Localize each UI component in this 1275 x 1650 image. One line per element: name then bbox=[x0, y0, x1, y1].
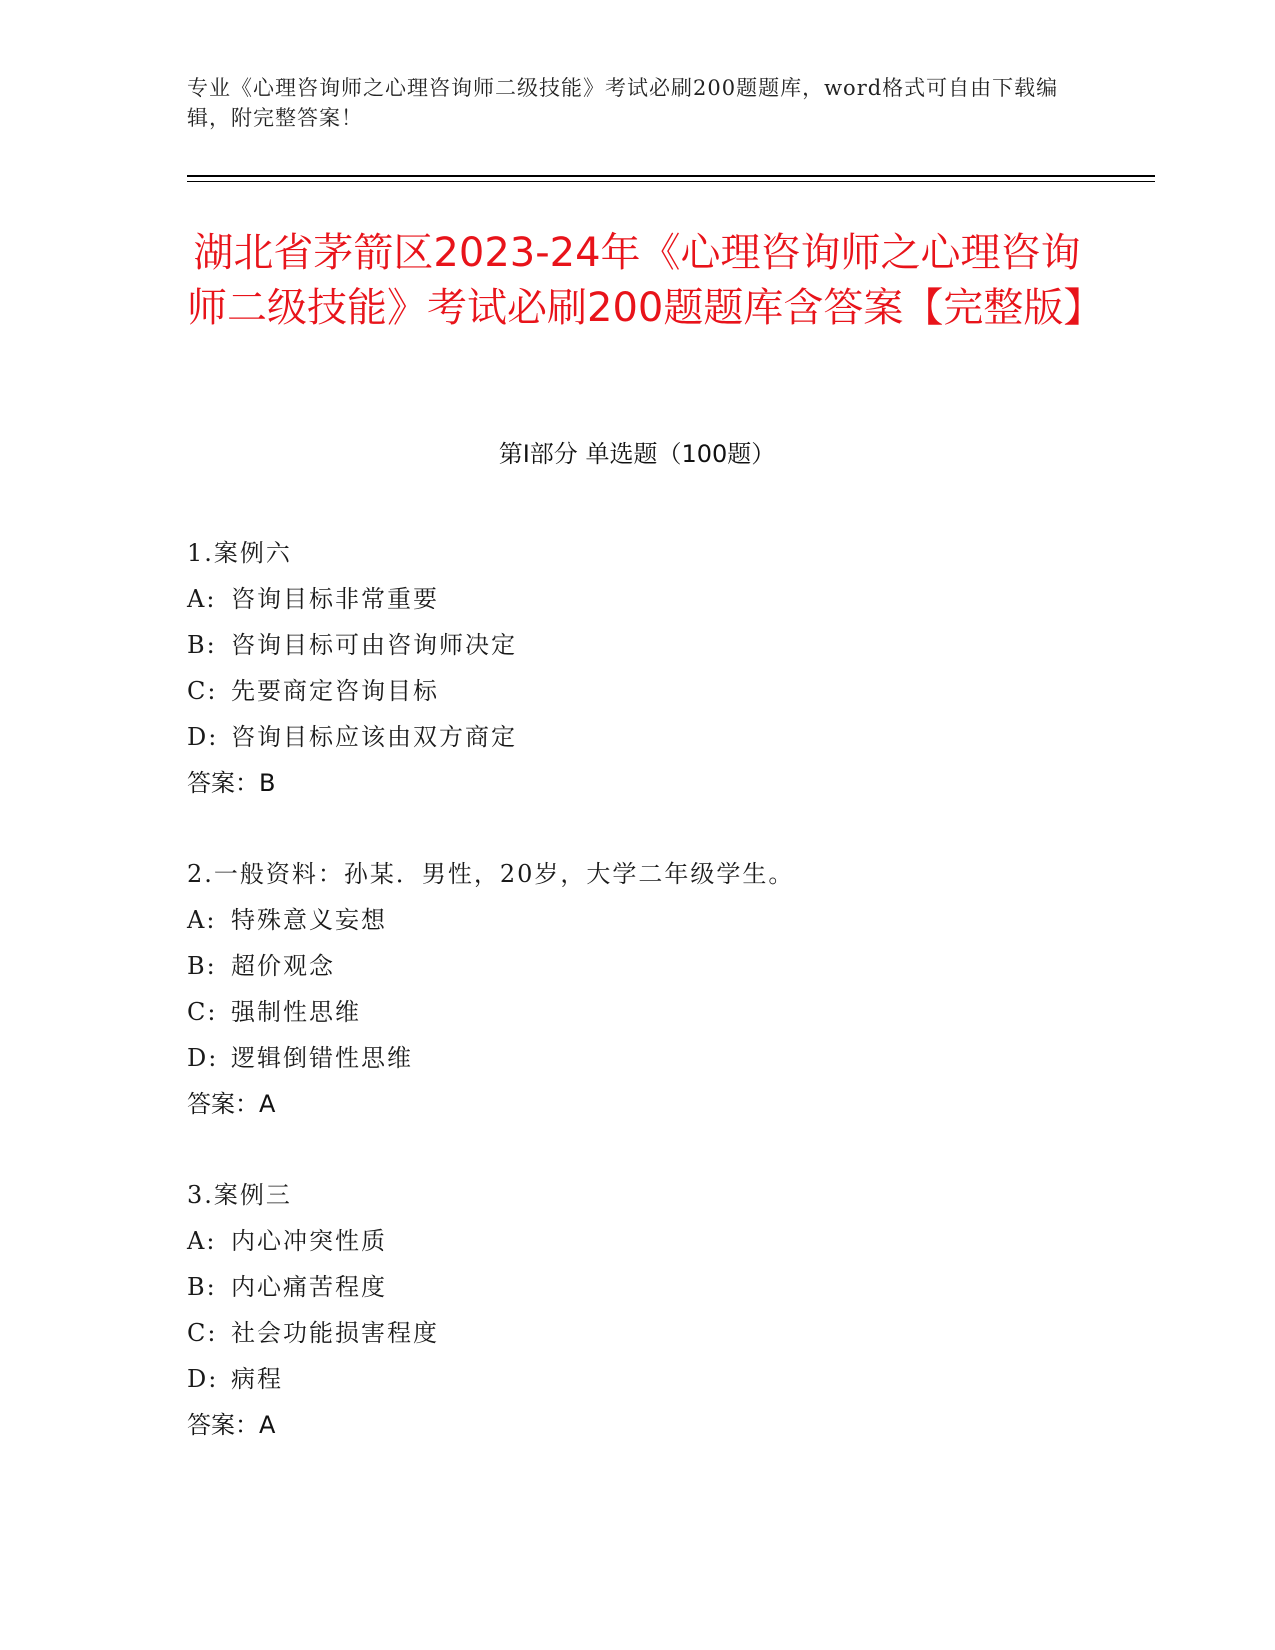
answer-line: 答案：A bbox=[187, 1090, 276, 1118]
option-d bbox=[187, 714, 1087, 760]
option-b bbox=[187, 1264, 1087, 1310]
option-key: D: bbox=[187, 1365, 219, 1393]
option-b bbox=[187, 943, 1087, 989]
option-key: C: bbox=[187, 998, 218, 1026]
option-text: 超价观念 bbox=[231, 952, 335, 980]
answer-line: 答案：B bbox=[187, 769, 276, 797]
option-key: B: bbox=[187, 952, 217, 980]
option-a bbox=[187, 576, 1087, 622]
option-text: 特殊意义妄想 bbox=[231, 906, 387, 934]
option-a bbox=[187, 897, 1087, 943]
header-rule-thin bbox=[187, 181, 1155, 182]
header-note: 专业《心理咨询师之心理咨询师二级技能》考试必刷200题题库，word格式可自由下载编辑，附完整答案！ bbox=[187, 76, 1059, 130]
option-key: D: bbox=[187, 723, 219, 751]
question-stem: 3.案例三 bbox=[187, 1181, 292, 1209]
option-a bbox=[187, 1218, 1087, 1264]
option-b bbox=[187, 622, 1087, 668]
question-1 bbox=[187, 530, 1087, 806]
answer-line: 答案：A bbox=[187, 1411, 276, 1439]
option-key: C: bbox=[187, 1319, 218, 1347]
option-key: B: bbox=[187, 1273, 217, 1301]
option-key: B: bbox=[187, 631, 217, 659]
document-title: 湖北省茅箭区2023-24年《心理咨询师之心理咨询师二级技能》考试必刷200题题库含答案【完整版】 bbox=[187, 230, 1104, 331]
question-2 bbox=[187, 851, 1087, 1127]
option-c bbox=[187, 668, 1087, 714]
question-list bbox=[187, 530, 1087, 1493]
option-text: 内心痛苦程度 bbox=[231, 1273, 387, 1301]
header-rule-thick bbox=[187, 175, 1155, 177]
option-key: A: bbox=[187, 585, 217, 613]
option-d bbox=[187, 1035, 1087, 1081]
question-stem: 1.案例六 bbox=[187, 539, 292, 567]
question-3 bbox=[187, 1172, 1087, 1448]
option-key: A: bbox=[187, 906, 217, 934]
option-key: D: bbox=[187, 1044, 219, 1072]
option-text: 社会功能损害程度 bbox=[231, 1319, 439, 1347]
option-text: 内心冲突性质 bbox=[231, 1227, 387, 1255]
option-c bbox=[187, 989, 1087, 1035]
option-d bbox=[187, 1356, 1087, 1402]
question-stem: 2.一般资料：孙某．男性，20岁，大学二年级学生。 bbox=[187, 860, 795, 888]
option-text: 强制性思维 bbox=[231, 998, 361, 1026]
option-text: 先要商定咨询目标 bbox=[231, 677, 439, 705]
option-key: A: bbox=[187, 1227, 217, 1255]
option-c bbox=[187, 1310, 1087, 1356]
section-title: 第Ⅰ部分 单选题（100题） bbox=[498, 440, 776, 468]
option-text: 咨询目标可由咨询师决定 bbox=[231, 631, 517, 659]
option-text: 病程 bbox=[231, 1365, 283, 1393]
option-text: 逻辑倒错性思维 bbox=[231, 1044, 413, 1072]
option-key: C: bbox=[187, 677, 218, 705]
option-text: 咨询目标应该由双方商定 bbox=[231, 723, 517, 751]
option-text: 咨询目标非常重要 bbox=[231, 585, 439, 613]
